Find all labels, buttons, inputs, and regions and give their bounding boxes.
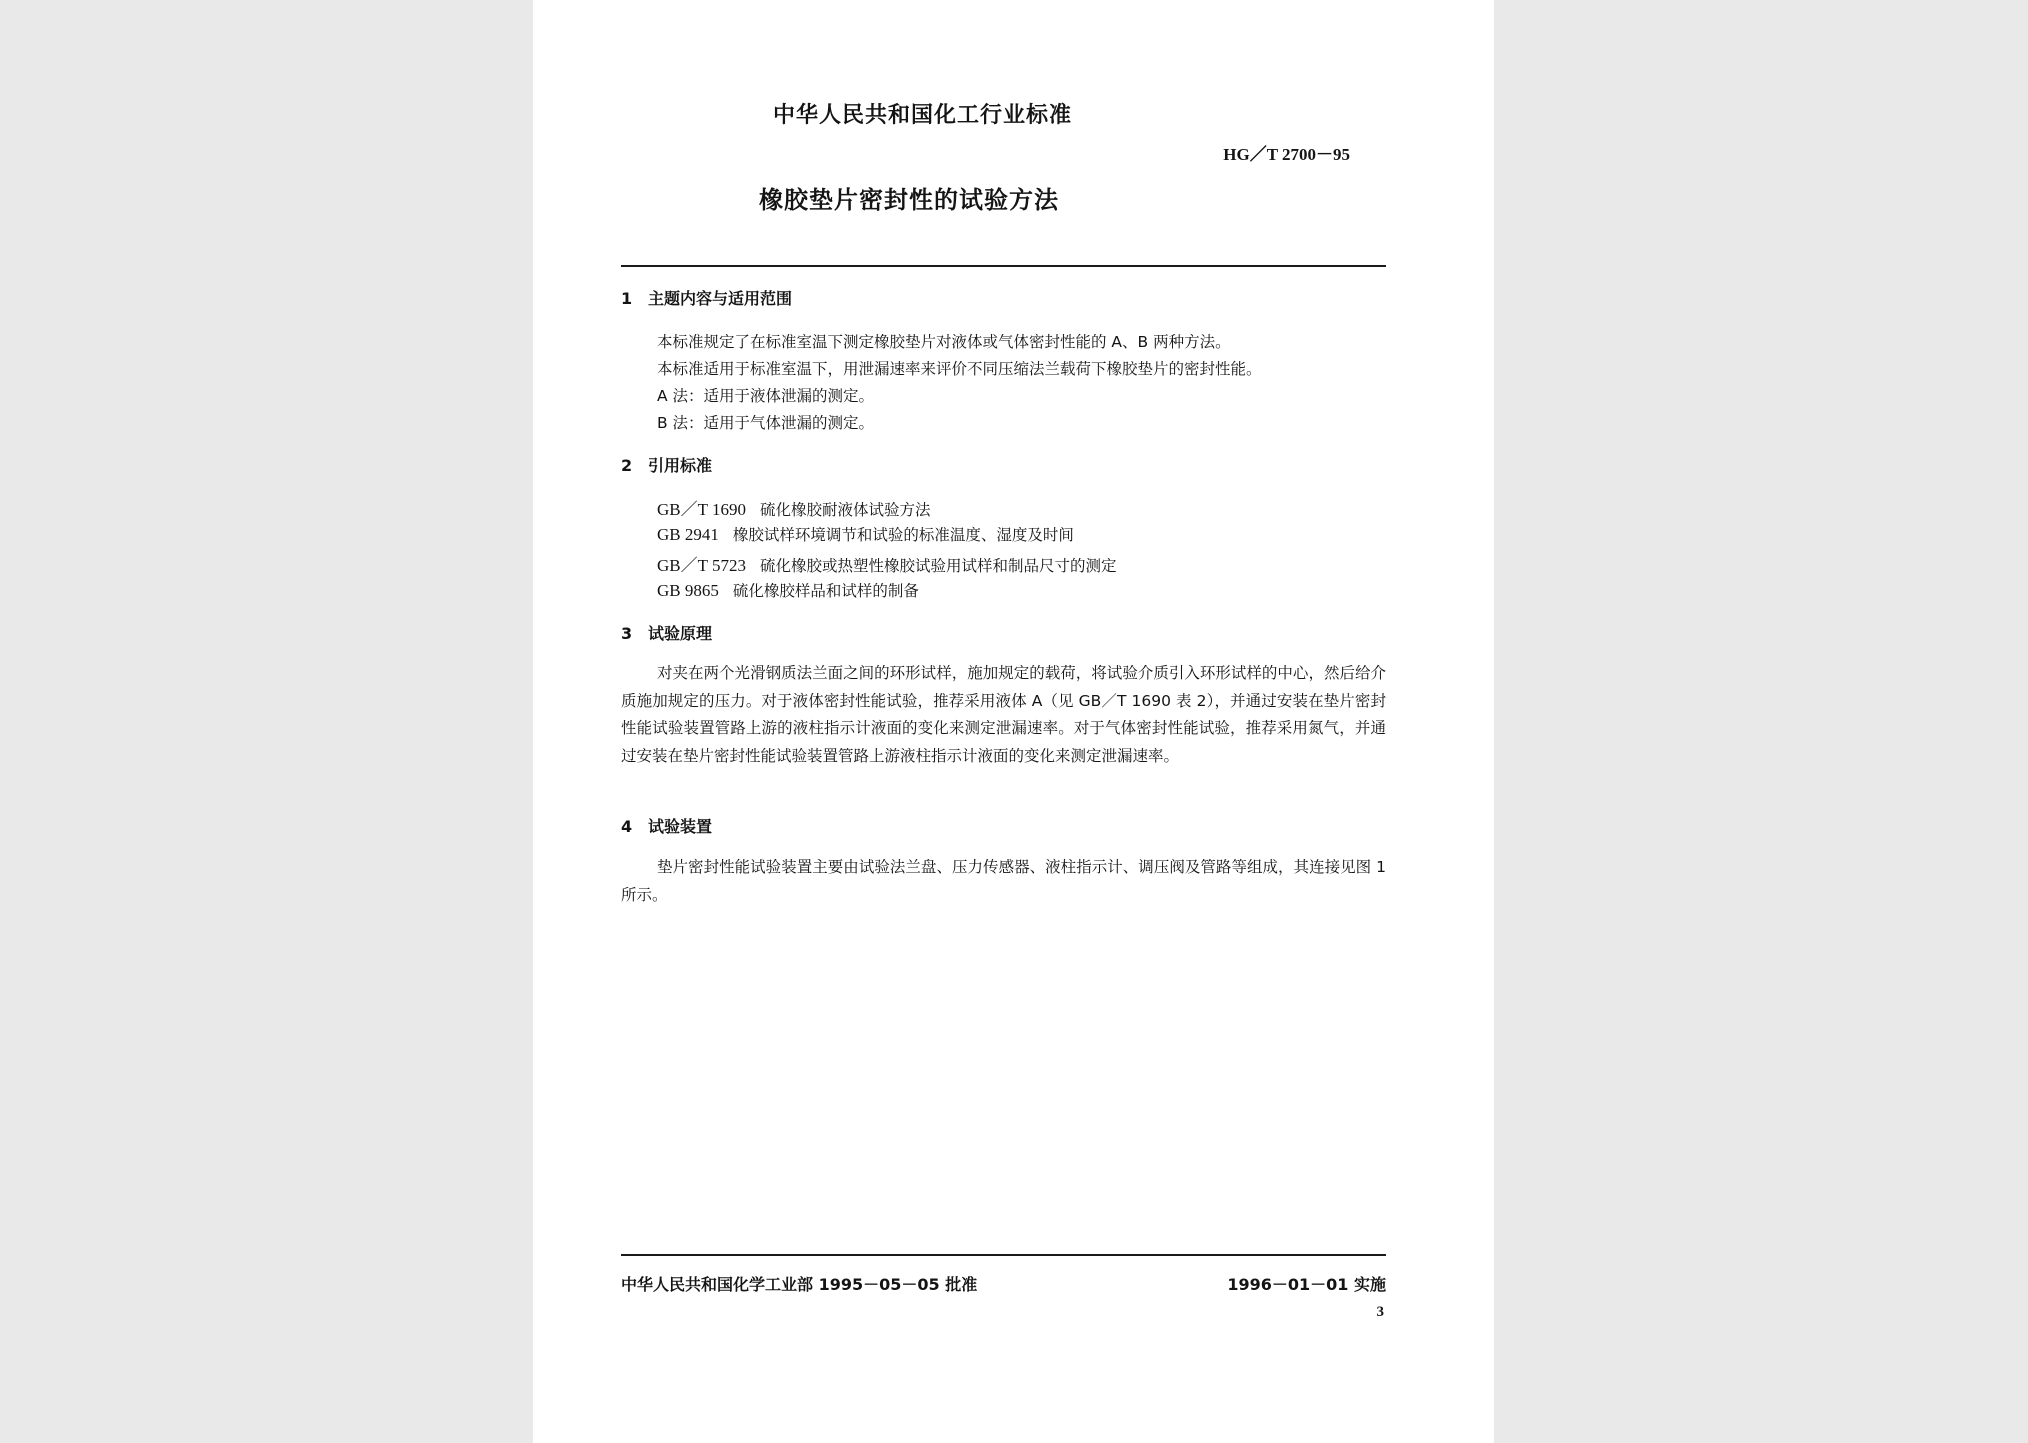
page-number: 3 <box>1376 1304 1384 1320</box>
section-1-heading <box>621 286 792 309</box>
section-3-number: 3 <box>621 624 633 643</box>
reference-item <box>657 495 930 520</box>
section-4-paragraph: 垫片密封性能试验装置主要由试验法兰盘、压力传感器、液柱指示计、调压阀及管路等组成，其连接见图 1 所示。 <box>621 858 1386 904</box>
section-1-title: 主题内容与适用范围 <box>648 289 793 308</box>
section-3-heading <box>621 621 712 644</box>
reference-title: 硫化橡胶耐液体试验方法 <box>759 501 931 519</box>
section-3-title: 试验原理 <box>648 624 713 643</box>
reference-code: GB 9865 <box>657 581 719 600</box>
section-2-heading <box>621 453 712 476</box>
reference-code: GB／T 5723 <box>657 556 746 575</box>
section-3-paragraph: 对夹在两个光滑钢质法兰面之间的环形试样，施加规定的载荷，将试验介质引入环形试样的中心，然后给介质施加规定的压力。对于液体密封性能试验，推荐采用液体 A（见 GB／T 1690 表 2），并通过安装在垫片密封性能试验装置管路上游的液柱指示计液面的变化来测定泄漏速率。对于气体密封性能试验，推荐采用氮气，并通过安装在垫片密封性能试验装置管路上游液柱指示计液面的变化来测定泄漏速率。 <box>621 664 1386 765</box>
reference-title: 橡胶试样环境调节和试验的标准温度、湿度及时间 <box>732 526 1074 544</box>
footer-divider <box>621 1254 1386 1256</box>
section-1-number: 1 <box>621 289 633 308</box>
reference-code: GB／T 1690 <box>657 500 746 519</box>
standard-code: HG／T 2700－95 <box>1223 145 1350 164</box>
reference-code: GB 2941 <box>657 525 719 544</box>
section-2-title: 引用标准 <box>648 456 713 475</box>
document-title: 橡胶垫片密封性的试验方法 <box>759 186 1059 214</box>
section-1-line: B 法：适用于气体泄漏的测定。 <box>657 414 875 432</box>
section-4-heading <box>621 814 712 837</box>
section-1-line: 本标准适用于标准室温下，用泄漏速率来评价不同压缩法兰载荷下橡胶垫片的密封性能。 <box>657 360 1262 378</box>
reference-item <box>657 551 1116 576</box>
section-2-number: 2 <box>621 456 633 475</box>
header-divider <box>621 265 1386 267</box>
implementation-date: 1996－01－01 实施 <box>1227 1275 1386 1294</box>
section-4-title: 试验装置 <box>648 817 713 836</box>
reference-item <box>657 579 919 601</box>
issuing-org-title: 中华人民共和国化工行业标准 <box>773 103 1073 128</box>
reference-title: 硫化橡胶样品和试样的制备 <box>732 582 919 600</box>
reference-item <box>657 523 1074 545</box>
document-page <box>533 0 1494 1443</box>
section-1-line: 本标准规定了在标准室温下测定橡胶垫片对液体或气体密封性能的 A、B 两种方法。 <box>657 333 1231 351</box>
reference-title: 硫化橡胶或热塑性橡胶试验用试样和制品尺寸的测定 <box>759 557 1117 575</box>
approval-statement: 中华人民共和国化学工业部 1995－05－05 批准 <box>621 1275 978 1294</box>
section-4-number: 4 <box>621 817 633 836</box>
section-1-line: A 法：适用于液体泄漏的测定。 <box>657 387 875 405</box>
